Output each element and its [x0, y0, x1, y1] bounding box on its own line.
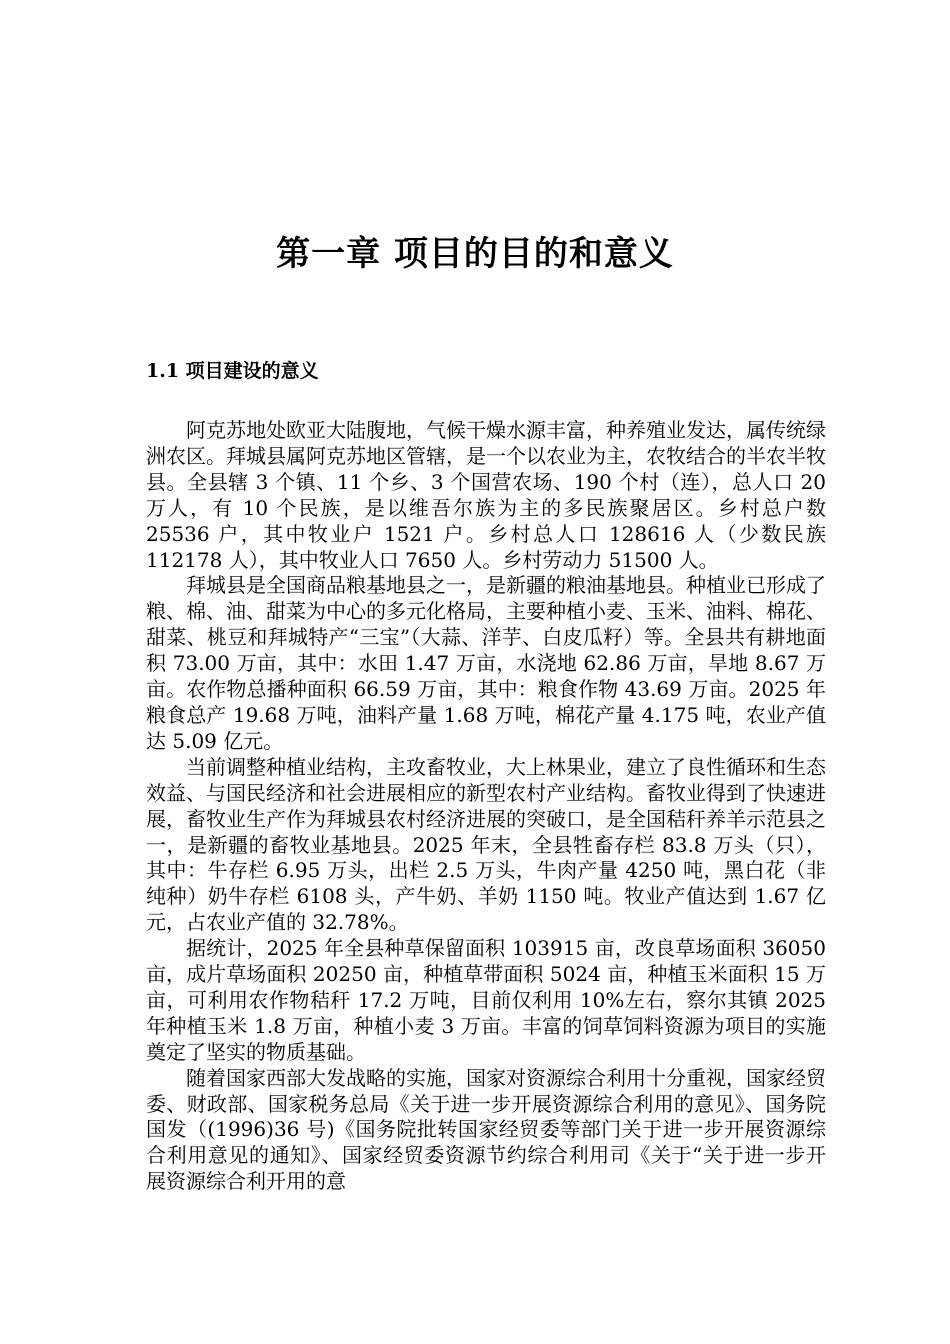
paragraph: 随着国家西部大发战略的实施，国家对资源综合利用十分重视，国家经贸委、财政部、国家税务总局《关于进一步开展资源综合利用的意见》、国务院国发（(1996)36 号)《国务院批转国家经贸委等部门关于进一步开展资源综合利用意见的通知》、国家经贸委资源节约综合利用司《关于“关于进一步开展资源综合利开用的意: [146, 1065, 826, 1194]
paragraph: 拜城县是全国商品粮基地县之一，是新疆的粮油基地县。种植业已形成了粮、棉、油、甜菜为中心的多元化格局，主要种植小麦、玉米、油料、棉花、甜菜、桃豆和拜城特产“三宝”（大蒜、洋芋、白皮瓜籽）等。全县共有耕地面积 73.00 万亩，其中：水田 1.47 万亩，水浇地 62.86 万亩，旱地 8.67 万亩。农作物总播种面积 66.59 万亩，其中：粮食作物 43.69 万亩。2025 年粮食总产 19.68 万吨，油料产量 1.68 万吨，棉花产量 4.175 吨，农业产值达 5.09 亿元。: [146, 573, 826, 753]
paragraph: 当前调整种植业结构，主攻畜牧业，大上林果业，建立了良性循环和生态效益、与国民经济和社会进展相应的新型农村产业结构。畜牧业得到了快速进展，畜牧业生产作为拜城县农村经济进展的突破口，是全国秸秆养羊示范县之一，是新疆的畜牧业基地县。2025 年末，全县牲畜存栏 83.8 万头（只），其中：牛存栏 6.95 万头，出栏 2.5 万头，牛肉产量 4250 吨，黑白花（非纯种）奶牛存栏 6108 头，产牛奶、羊奶 1150 吨。牧业产值达到 1.67 亿元，占农业产值的 32.78%。: [146, 754, 826, 935]
chapter-title: 第一章 项目的目的和意义: [276, 234, 674, 274]
paragraph: 阿克苏地处欧亚大陆腹地，气候干燥水源丰富，种养殖业发达，属传统绿洲农区。拜城县属阿克苏地区管辖，是一个以农业为主，农牧结合的半农半牧县。全县辖 3 个镇、11 个乡、3 个国营农场、190 个村（连），总人口 20 万人，有 10 个民族，是以维吾尔族为主的多民族聚居区。乡村总户数 25536 户，其中牧业户 1521 户。乡村总人口 128616 人（少数民族 112178 人），其中牧业人口 7650 人。乡村劳动力 51500 人。: [146, 418, 826, 572]
section-heading: 1.1 项目建设的意义: [146, 360, 319, 382]
body-text: [146, 418, 826, 1195]
paragraph: 据统计，2025 年全县种草保留面积 103915 亩，改良草场面积 36050 亩，成片草场面积 20250 亩，种植草带面积 5024 亩，种植玉米面积 15 万亩，可利用农作物秸秆 17.2 万吨，目前仅利用 10%左右，察尔其镇 2025 年种植玉米 1.8 万亩，种植小麦 3 万亩。丰富的饲草饲料资源为项目的实施奠定了坚实的物质基础。: [146, 936, 826, 1064]
